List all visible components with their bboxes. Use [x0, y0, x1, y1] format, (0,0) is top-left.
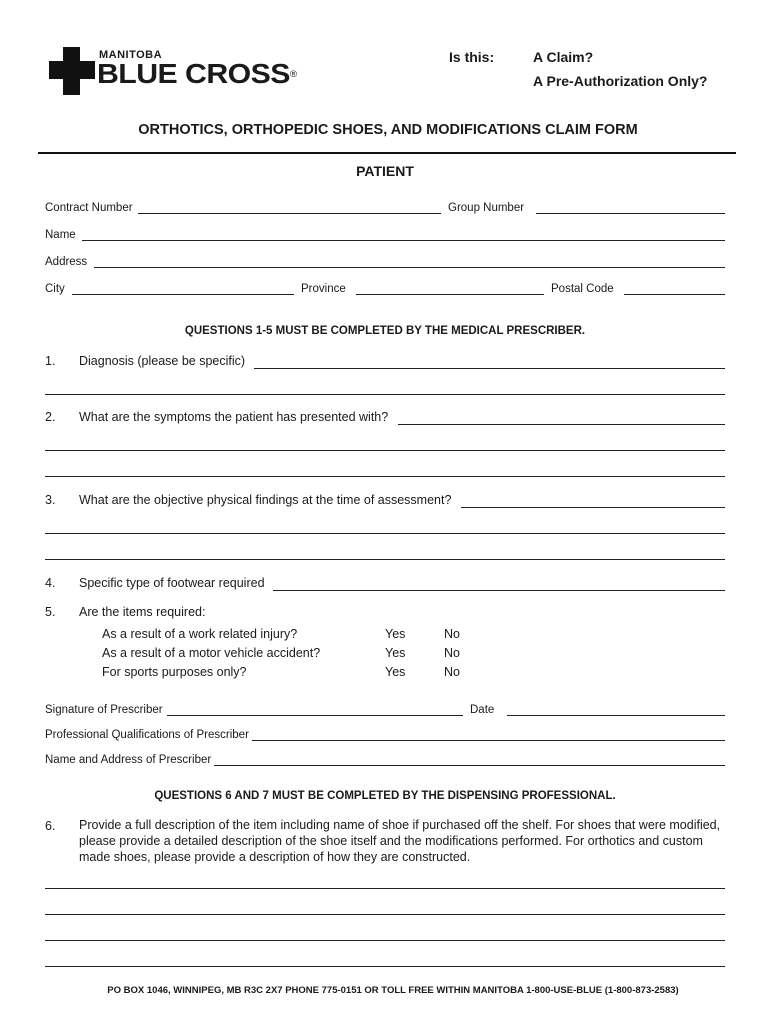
q5-yes-option[interactable]: Yes	[385, 627, 406, 641]
q1-text: Diagnosis (please be specific)	[79, 354, 246, 368]
q5-text: Are the items required:	[79, 605, 206, 619]
postal-code-label: Postal Code	[551, 283, 614, 295]
q5-yes-option[interactable]: Yes	[385, 646, 406, 660]
q3-text: What are the objective physical findings at the time of assessment?	[79, 493, 452, 507]
form-title: ORTHOTICS, ORTHOPEDIC SHOES, AND MODIFICATIONS CLAIM FORM	[138, 122, 638, 138]
date-field[interactable]	[507, 715, 725, 716]
q3-answer-line[interactable]	[461, 507, 725, 508]
qualifications-label: Professional Qualifications of Prescriber	[45, 729, 249, 741]
signature-field[interactable]	[167, 715, 463, 716]
prescriber-name-address-label: Name and Address of Prescriber	[45, 754, 212, 766]
contract-number-label: Contract Number	[45, 202, 133, 214]
address-label: Address	[45, 256, 88, 268]
date-label: Date	[470, 704, 495, 716]
q5-no-option[interactable]: No	[444, 665, 460, 679]
q6-number: 6.	[45, 819, 56, 833]
q6-text-line: made shoes, please provide a description of how they are constructed.	[79, 850, 471, 864]
city-label: City	[45, 283, 65, 295]
q2-answer-line[interactable]	[45, 450, 725, 451]
claim-option[interactable]: A Claim?	[533, 49, 594, 65]
dispensing-notice: QUESTIONS 6 AND 7 MUST BE COMPLETED BY THE DISPENSING PROFESSIONAL.	[154, 790, 616, 802]
q5-item-text: As a result of a work related injury?	[102, 627, 298, 641]
name-label: Name	[45, 229, 76, 241]
q4-text: Specific type of footwear required	[79, 576, 265, 590]
q5-no-option[interactable]: No	[444, 646, 460, 660]
prescriber-notice: QUESTIONS 1-5 MUST BE COMPLETED BY THE MEDICAL PRESCRIBER.	[184, 325, 586, 337]
q1-answer-line[interactable]	[45, 394, 725, 395]
logo-brand	[97, 60, 296, 88]
q5-no-option[interactable]: No	[444, 627, 460, 641]
footer-contact: PO BOX 1046, WINNIPEG, MB R3C 2X7 PHONE 775-0151 OR TOLL FREE WITHIN MANITOBA 1-800-USE-BLUE (1-800-873-2583)	[107, 985, 679, 996]
q5-item-text: As a result of a motor vehicle accident?	[102, 646, 321, 660]
logo-brand-text: BLUE CROSS	[97, 58, 290, 89]
q6-text-line: please provide a detailed description of the shoe itself and the modifications performed. For orthotics and custom	[79, 834, 703, 848]
q6-text-line: Provide a full description of the item including name of shoe if purchased off the shelf. For shoes that were modified,	[79, 818, 721, 832]
q5-number: 5.	[45, 605, 56, 619]
q2-number: 2.	[45, 410, 56, 424]
cross-icon	[49, 47, 95, 95]
province-field[interactable]	[356, 294, 544, 295]
patient-heading: PATIENT	[356, 163, 414, 179]
q6-answer-line[interactable]	[45, 966, 725, 967]
is-this-label: Is this:	[449, 49, 495, 65]
prescriber-name-address-field[interactable]	[214, 765, 725, 766]
preauth-option[interactable]: A Pre-Authorization Only?	[533, 73, 708, 89]
q5-item-text: For sports purposes only?	[102, 665, 247, 679]
q2-answer-line[interactable]	[398, 424, 725, 425]
title-rule	[38, 152, 736, 154]
contract-number-field[interactable]	[138, 213, 441, 214]
city-field[interactable]	[72, 294, 294, 295]
qualifications-field[interactable]	[252, 740, 725, 741]
name-field[interactable]	[82, 240, 725, 241]
q1-number: 1.	[45, 354, 56, 368]
q6-answer-line[interactable]	[45, 888, 725, 889]
q3-number: 3.	[45, 493, 56, 507]
q4-number: 4.	[45, 576, 56, 590]
group-number-field[interactable]	[536, 213, 725, 214]
q2-text: What are the symptoms the patient has presented with?	[79, 410, 389, 424]
q6-answer-line[interactable]	[45, 914, 725, 915]
postal-code-field[interactable]	[624, 294, 725, 295]
province-label: Province	[301, 283, 346, 295]
group-number-label: Group Number	[448, 202, 525, 214]
address-field[interactable]	[94, 267, 725, 268]
q6-answer-line[interactable]	[45, 940, 725, 941]
q5-yes-option[interactable]: Yes	[385, 665, 406, 679]
registered-mark: ®	[289, 69, 297, 79]
q3-answer-line[interactable]	[45, 533, 725, 534]
signature-label: Signature of Prescriber	[45, 704, 163, 716]
q2-answer-line[interactable]	[45, 476, 725, 477]
logo-province: MANITOBA	[99, 49, 163, 61]
logo	[49, 47, 329, 97]
q1-answer-line[interactable]	[254, 368, 725, 369]
q3-answer-line[interactable]	[45, 559, 725, 560]
q4-answer-line[interactable]	[273, 590, 725, 591]
